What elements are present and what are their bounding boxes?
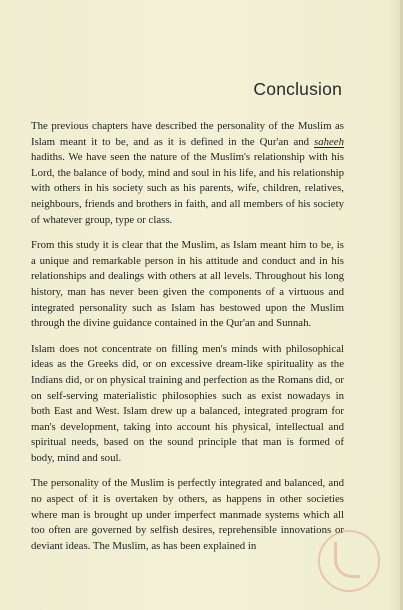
chapter-heading: Conclusion xyxy=(253,79,342,99)
paragraph-1 xyxy=(31,119,344,228)
paragraph-1-text-a: The previous chapters have described the personality of the Muslim as Islam meant it to be, and as it is defined in the Qur'an and xyxy=(31,120,344,148)
paragraph-4: The personality of the Muslim is perfectly integrated and balanced, and no aspect of it is overtaken by others, as happens in other societies where man is brought up under imperfect manmade systems which all too often are governed by selfish desires, reprehensible innovations or deviant ideas. The Muslim, as has been explained in xyxy=(31,477,344,552)
body-text xyxy=(31,119,344,564)
paragraph-3: Islam does not concentrate on filling men's minds with philosophical ideas as the Greeks did, or on excessive dream-like spirituality as the Indians did, or on physical training and perfection as the Romans did, or on self-serving materialistic philosophies such as exist nowadays in both East and West. Islam drew up a balanced, integrated program for man's development, taking into account his physical, intellectual and spiritual needs, based on the sound principle that man is formed of body, mind and soul. xyxy=(31,342,344,464)
paragraph-2: From this study it is clear that the Muslim, as Islam meant him to be, is a unique and remarkable person in his attitude and conduct and in his relationships and dealings with others at all levels. Throughout his long history, man has never been given the components of a virtuous and integrated personality such as Islam has bestowed upon the Muslim through the divine guidance contained in the Qur'an and Sunnah. xyxy=(31,239,344,330)
watermark-glyph xyxy=(334,542,360,578)
watermark-stamp xyxy=(318,530,380,592)
term-saheeh: saheeh xyxy=(314,135,344,148)
paragraph-1-text-b: hadiths. We have seen the nature of the Muslim's relationship with his Lord, the balance of body, mind and soul in his life, and his relationship with others in his society such as his parents, wife, children, relatives, neighbours, friends and brothers in faith, and all members of his society of whatever group, type or class. xyxy=(31,151,344,226)
